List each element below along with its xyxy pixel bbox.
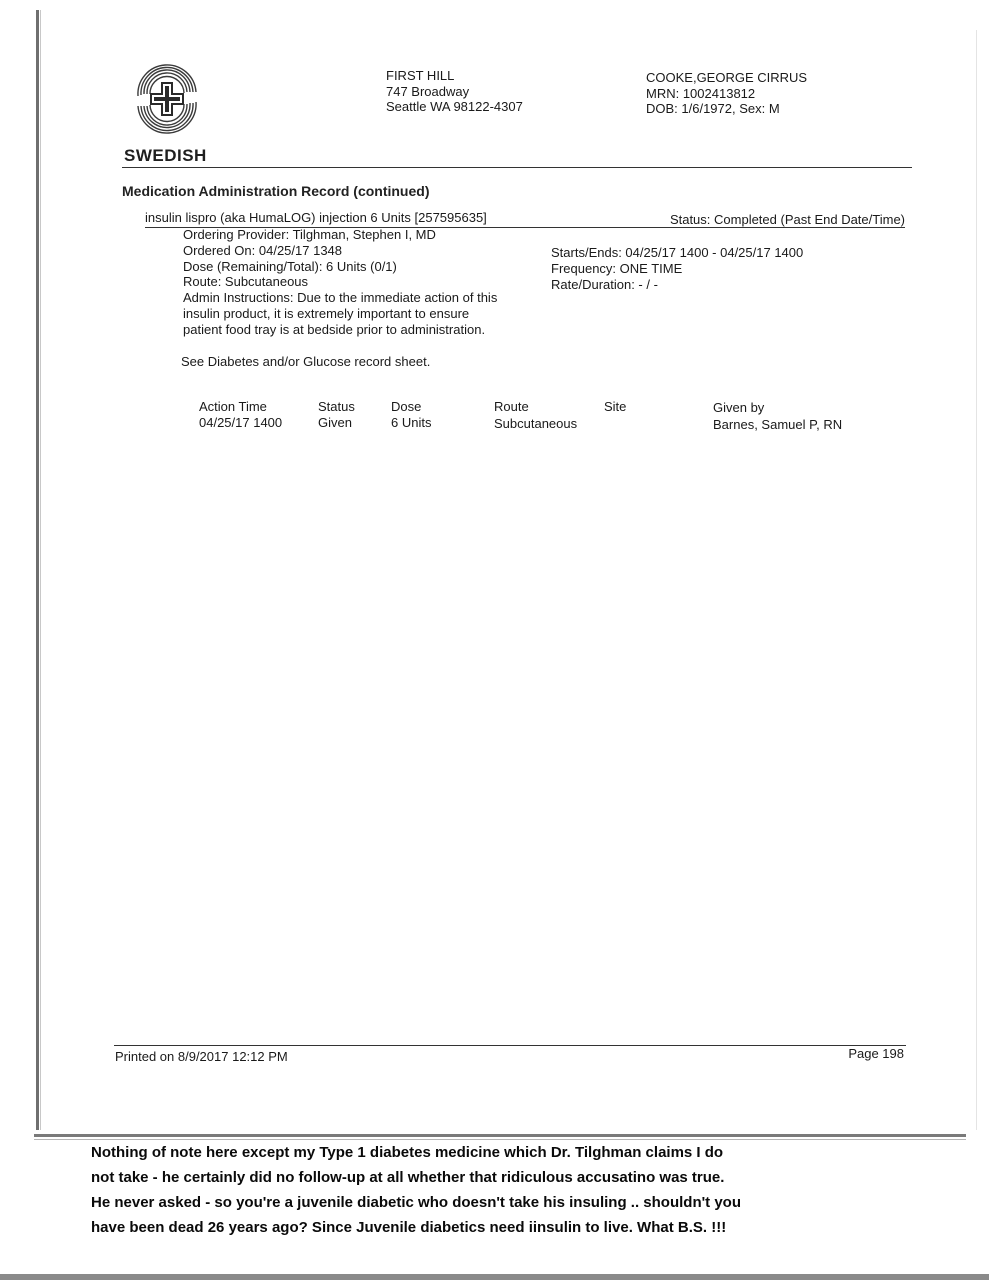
row-route: Subcutaneous	[494, 416, 578, 431]
patient-dob-sex: DOB: 1/6/1972, Sex: M	[646, 101, 780, 116]
medication-name: insulin lispro (aka HumaLOG) injection 6 Units [257595635]	[145, 210, 487, 225]
medication-details-left	[183, 227, 497, 338]
footer-divider	[114, 1045, 906, 1046]
page-number: Page 198	[848, 1046, 904, 1061]
header-route: Route	[494, 399, 529, 414]
scan-edge-right	[976, 30, 977, 1130]
facility-street: 747 Broadway	[386, 83, 470, 99]
route: Route: Subcutaneous	[183, 274, 309, 290]
starts-ends: Starts/Ends: 04/25/17 1400 - 04/25/17 1400	[551, 245, 804, 260]
medication-status: Status: Completed (Past End Date/Time)	[669, 212, 905, 227]
header-given-by: Given by	[713, 400, 765, 415]
page-edge-bottom	[34, 1134, 966, 1137]
rate-duration: Rate/Duration: - / -	[551, 277, 658, 292]
patient-comment	[91, 1140, 921, 1240]
admin-instructions-line-1: Admin Instructions: Due to the immediate action of this	[183, 290, 498, 306]
comment-line-2: not take - he certainly did no follow-up at all whether that ridiculous accusatino was true.	[91, 1169, 725, 1186]
scan-edge-left	[36, 10, 39, 1130]
scan-edge-bottom	[0, 1274, 989, 1280]
comment-line-4: have been dead 26 years ago? Since Juvenile diabetics need iinsulin to live. What B.S. !!!	[91, 1219, 727, 1236]
patient-mrn: MRN: 1002413812	[646, 85, 756, 101]
ordered-on: Ordered On: 04/25/17 1348	[183, 242, 343, 258]
medication-details-right	[551, 245, 803, 293]
facility-city: Seattle WA 98122-4307	[386, 99, 523, 114]
facility-name: FIRST HILL	[386, 68, 455, 83]
ordering-provider: Ordering Provider: Tilghman, Stephen I, MD	[183, 227, 436, 242]
row-dose: 6 Units	[391, 415, 432, 430]
patient-info	[646, 70, 807, 117]
printed-on: Printed on 8/9/2017 12:12 PM	[115, 1049, 288, 1064]
row-action-time: 04/25/17 1400	[199, 415, 283, 430]
header-dose: Dose	[391, 399, 422, 414]
section-title: Medication Administration Record (continued)	[122, 183, 430, 199]
see-note: See Diabetes and/or Glucose record sheet.	[181, 354, 431, 369]
facility-address	[386, 68, 523, 115]
swedish-cross-logo-icon	[128, 62, 206, 136]
scan-edge-left-inner	[40, 10, 41, 1130]
header-divider	[122, 167, 912, 168]
dose-remaining-total: Dose (Remaining/Total): 6 Units (0/1)	[183, 258, 397, 274]
header-status: Status	[318, 399, 355, 414]
header-site: Site	[604, 399, 627, 414]
comment-line-3: He never asked - so you're a juvenile diabetic who doesn't take his insuling .. shouldn't you	[91, 1194, 742, 1211]
administration-table	[0, 399, 989, 439]
patient-name: COOKE,GEORGE CIRRUS	[646, 70, 808, 85]
row-status: Given	[318, 415, 352, 430]
frequency: Frequency: ONE TIME	[551, 261, 683, 276]
row-given-by: Barnes, Samuel P, RN	[713, 417, 843, 432]
logo-text: SWEDISH	[124, 146, 207, 165]
admin-instructions-line-3: patient food tray is at bedside prior to administration.	[183, 321, 486, 337]
header-action-time: Action Time	[199, 399, 267, 414]
admin-instructions-line-2: insulin product, it is extremely important to ensure	[183, 305, 470, 321]
comment-line-1: Nothing of note here except my Type 1 diabetes medicine which Dr. Tilghman claims I do	[91, 1144, 724, 1161]
